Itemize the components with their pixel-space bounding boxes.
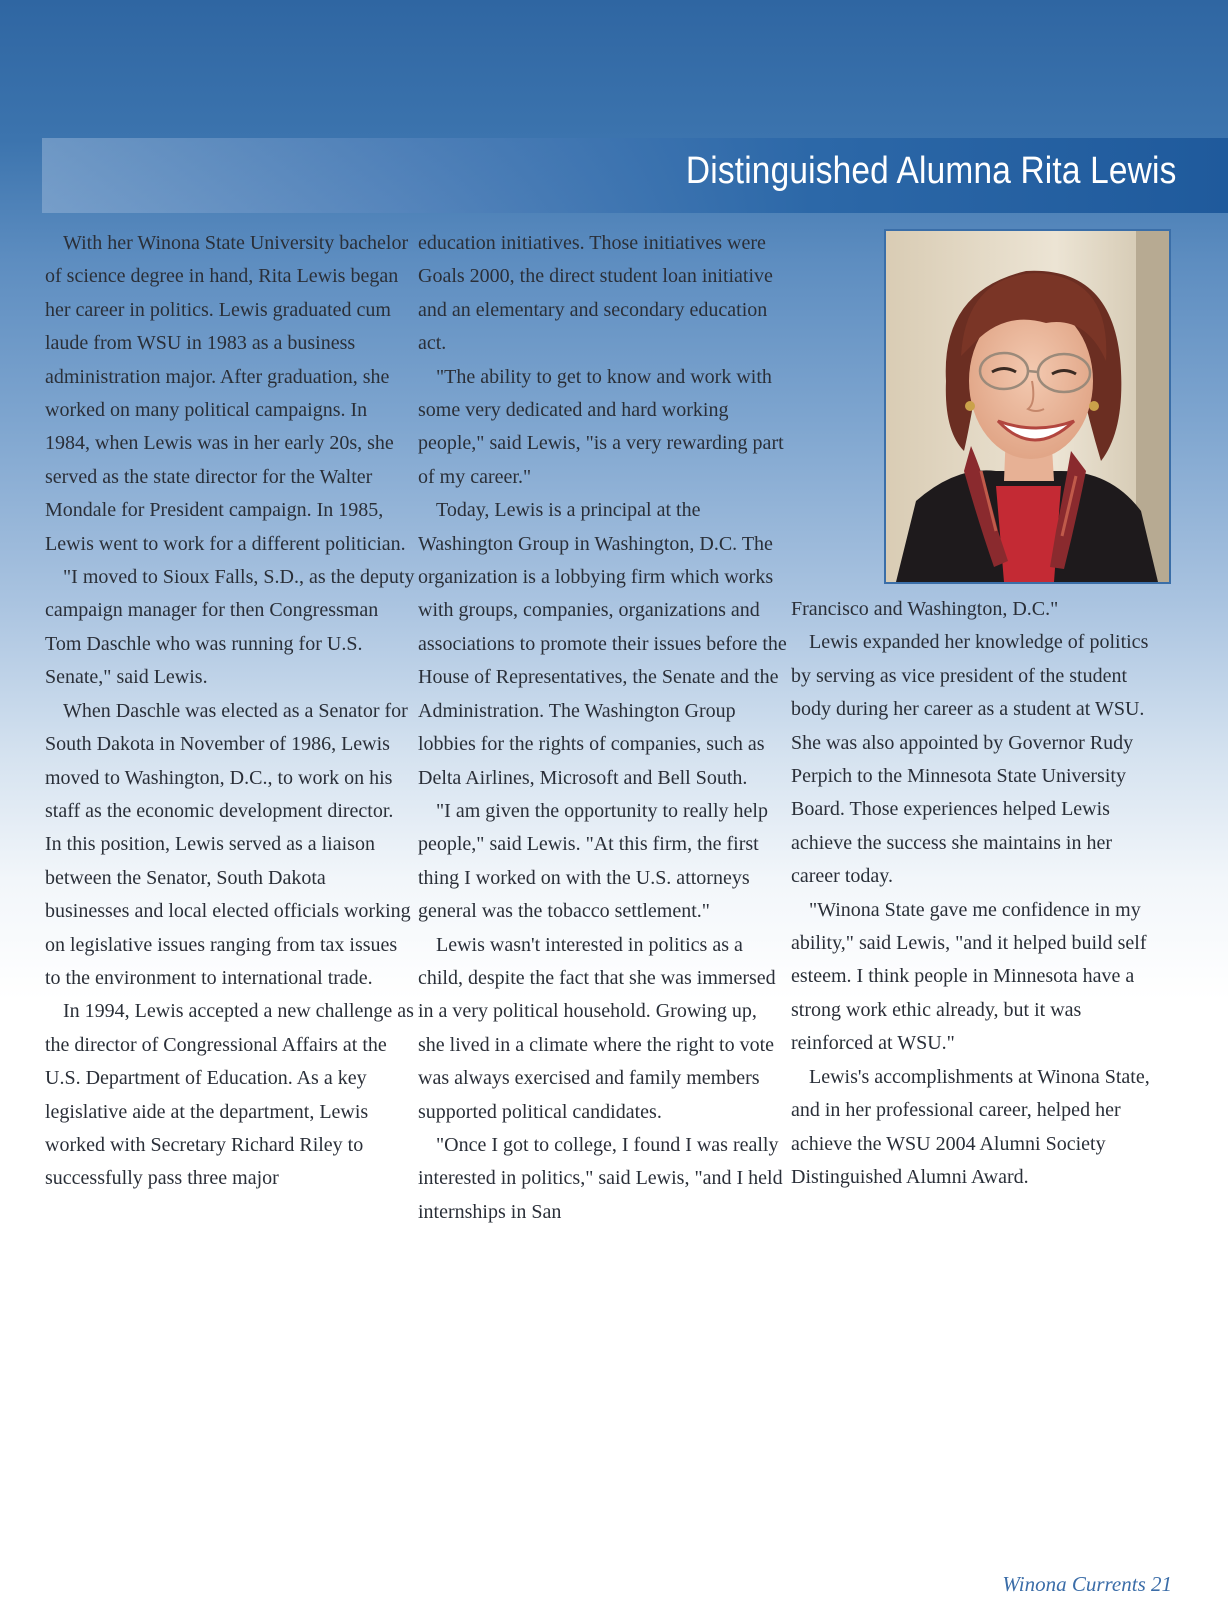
paragraph: When Daschle was elected as a Senator for South Dakota in November of 1986, Lewis moved to Washington, D.C., to work on his staff as the economic development director. In this position, Lewis served as a liaison between the Senator, South Dakota businesses and local elected officials working on legislative issues ranging from tax issues to the environment to international trade. [45,699,411,989]
paragraph: "The ability to get to know and work with some very dedicated and hard working people," said Lewis, "is a very rewarding part of my career." [418,365,784,488]
article-title: Distinguished Alumna Rita Lewis [685,150,1176,192]
page-footer [1002,1572,1172,1597]
portrait-photo [884,229,1171,584]
paragraph: education initiatives. Those initiatives were Goals 2000, the direct student loan initiative and an elementary and secondary education act. [418,232,773,355]
paragraph: Lewis wasn't interested in politics as a child, despite the fact that she was immersed in a very political household. Growing up, she lived in a climate where the right to vote was always exercised and family members supported political candidates. [418,933,776,1123]
article-column-2 [418,227,788,1229]
paragraph: "Once I got to college, I found I was really interested in politics," said Lewis, "and I held internships in San [418,1133,783,1223]
article-column-3 [791,593,1163,1194]
portrait-illustration [886,231,1169,582]
paragraph: Lewis expanded her knowledge of politics by serving as vice president of the student body during her career as a student at WSU. She was also appointed by Governor Rudy Perpich to the Minnesota State University Board. Those experiences helped Lewis achieve the success she maintains in her career today. [791,631,1149,888]
paragraph: Francisco and Washington, D.C." [791,598,1059,620]
article-column-1 [45,227,415,1196]
page-number: 21 [1151,1572,1172,1596]
paragraph: Lewis's accomplishments at Winona State, and in her professional career, helped her achieve the WSU 2004 Alumni Society Distinguished Alumni Award. [791,1065,1150,1188]
paragraph: "Winona State gave me confidence in my ability," said Lewis, "and it helped build self esteem. I think people in Minnesota have a strong work ethic already, but it was reinforced at WSU." [791,898,1147,1055]
publication-name: Winona Currents [1002,1572,1146,1596]
title-banner [42,138,1228,213]
paragraph: With her Winona State University bachelor of science degree in hand, Rita Lewis began her career in politics. Lewis graduated cum laude from WSU in 1983 as a business administration major. After graduation, she worked on many political campaigns. In 1984, when Lewis was in her early 20s, she served as the state director for the Walter Mondale for President campaign. In 1985, Lewis went to work for a different politician. [45,232,409,555]
paragraph: "I am given the opportunity to really help people," said Lewis. "At this firm, the first thing I worked on with the U.S. attorneys general was the tobacco settlement." [418,799,768,923]
paragraph: In 1994, Lewis accepted a new challenge as the director of Congressional Affairs at the U.S. Department of Education. As a key legislative aide at the department, Lewis worked with Secretary Richard Riley to successfully pass three major [45,1000,414,1190]
paragraph: "I moved to Sioux Falls, S.D., as the deputy campaign manager for then Congressman Tom Daschle who was running for U.S. Senate," said Lewis. [45,566,415,689]
paragraph: Today, Lewis is a principal at the Washington Group in Washington, D.C. The organization is a lobbying firm which works with groups, companies, organizations and associations to promote their issues before the House of Representatives, the Senate and the Administration. The Washington Group lobbies for the rights of companies, such as Delta Airlines, Microsoft and Bell South. [418,499,787,789]
